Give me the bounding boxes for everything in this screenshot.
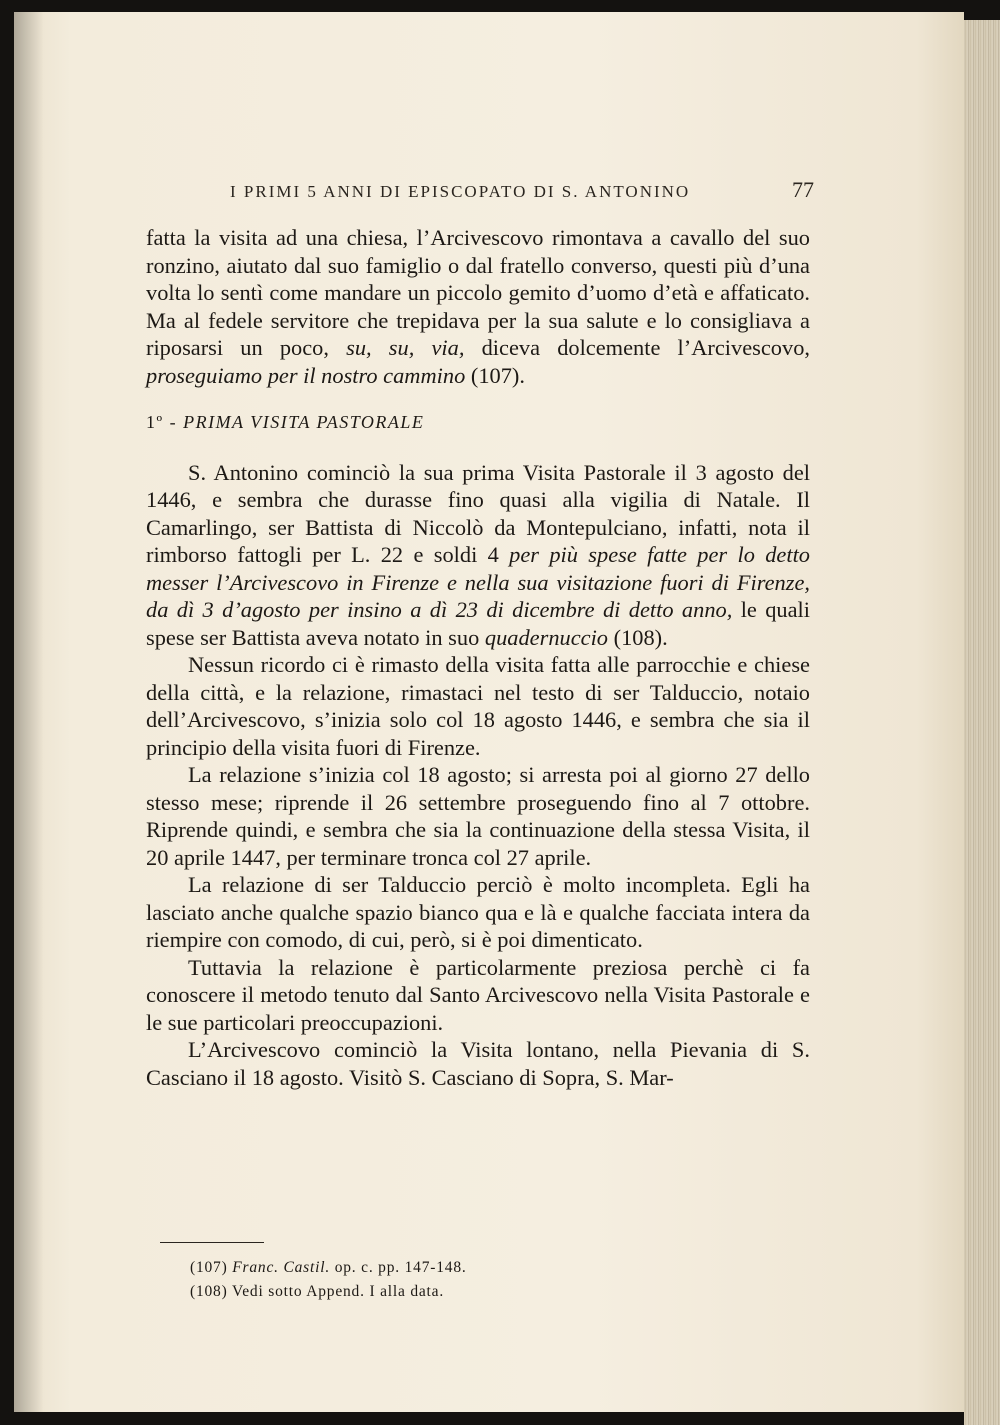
text-run: S. Antonino cominciò la sua prima Visita Pastorale il 3 agosto del 1446, e sembra che durasse fino quasi alla vigilia di Natale. Il Camarlingo, ser Battista di Niccolò da Montepulciano, infatti, nota il rimborso fattogli per L. 22 e soldi 4 bbox=[146, 459, 810, 567]
paragraph-5: La relazione di ser Talduccio perciò è molto incompleta. Egli ha lasciato anche qualche spazio bianco qua e là e qualche facciata intera da riempire con comodo, di cui, però, si è poi dimenticato. bbox=[146, 872, 810, 952]
paragraph-4: La relazione s’inizia col 18 agosto; si arresta poi al giorno 27 dello stesso mese; riprende il 26 settembre proseguendo fino al 7 ottobre. Riprende quindi, e sembra che sia la continuazione della stessa Visita, il 20 aprile 1447, per terminare tronca col 27 aprile. bbox=[146, 762, 810, 870]
paragraph-1 bbox=[146, 224, 810, 389]
paragraph-2 bbox=[146, 459, 810, 652]
italic-phrase: quadernuccio bbox=[484, 624, 609, 650]
paragraph-7: L’Arcivescovo cominciò la Visita lontano, nella Pievania di S. Casciano il 18 agosto. Visitò S. Casciano di Sopra, S. Mar- bbox=[146, 1037, 810, 1090]
footnote-source: Franc. Castil. bbox=[232, 1259, 331, 1276]
italic-phrase: su, su, via, bbox=[346, 335, 465, 360]
body-text bbox=[146, 224, 810, 1091]
page-edges bbox=[964, 20, 1000, 1425]
gutter-shadow bbox=[14, 12, 44, 1412]
section-heading bbox=[146, 409, 810, 437]
paragraph-6: Tuttavia la relazione è particolarmente preziosa perchè ci fa conoscere il metodo tenuto dal Santo Arcivescovo nella Visita Pastorale e le sue particolari preoccupazioni. bbox=[146, 954, 810, 1035]
footnote-text: op. c. pp. 147-148. bbox=[330, 1259, 467, 1276]
text-run: (107). bbox=[465, 362, 525, 388]
italic-phrase: per più spese fatte per lo detto messer l’Arcivescovo in Firenze e nella sua visitazione fuori di Firenze, da dì 3 d’agosto per insino a dì 23 di dicembre di detto anno, bbox=[146, 542, 810, 622]
running-head: I PRIMI 5 ANNI DI EPISCOPATO DI S. ANTONINO bbox=[230, 182, 691, 201]
footnote-marker: (107) bbox=[190, 1259, 228, 1276]
section-number: 1º - bbox=[146, 412, 184, 432]
text-run: le quali spese ser Battista aveva notato in suo bbox=[146, 597, 810, 650]
book-page bbox=[14, 12, 964, 1412]
italic-phrase: proseguiamo per il nostro cammino bbox=[146, 362, 466, 388]
page-number: 77 bbox=[792, 177, 814, 202]
text-run: (108). bbox=[608, 624, 668, 650]
footnote-107 bbox=[190, 1256, 790, 1280]
text-run: fatta la visita ad una chiesa, l’Arcivescovo rimontava a cavallo del suo ronzino, aiutato dal suo famiglio o dal fratello converso, questi più d’una volta lo sentì come mandare un piccolo gemito d’uomo d’età e affaticato. Ma al fedele servitore che trepidava per la sua salute e lo consigliava a riposarsi un poco, bbox=[146, 225, 810, 360]
footnotes bbox=[190, 1256, 790, 1304]
section-title: PRIMA VISITA PASTORALE bbox=[183, 412, 425, 432]
paragraph-3: Nessun ricordo ci è rimasto della visita fatta alle parrocchie e chiese della città, e la relazione, rimastaci nel testo di ser Talduccio, notaio dell’Arcivescovo, s’inizia solo col 18 agosto 1446, e sembra che sia il principio della visita fuori di Firenze. bbox=[146, 652, 810, 760]
footnote-108 bbox=[190, 1280, 790, 1304]
footnote-marker: (108) bbox=[190, 1283, 228, 1300]
text-run: diceva dolcemente l’Arcivescovo, bbox=[464, 335, 810, 360]
footnote-rule bbox=[160, 1242, 264, 1243]
footnote-text: Vedi sotto Append. I alla data. bbox=[227, 1283, 445, 1300]
